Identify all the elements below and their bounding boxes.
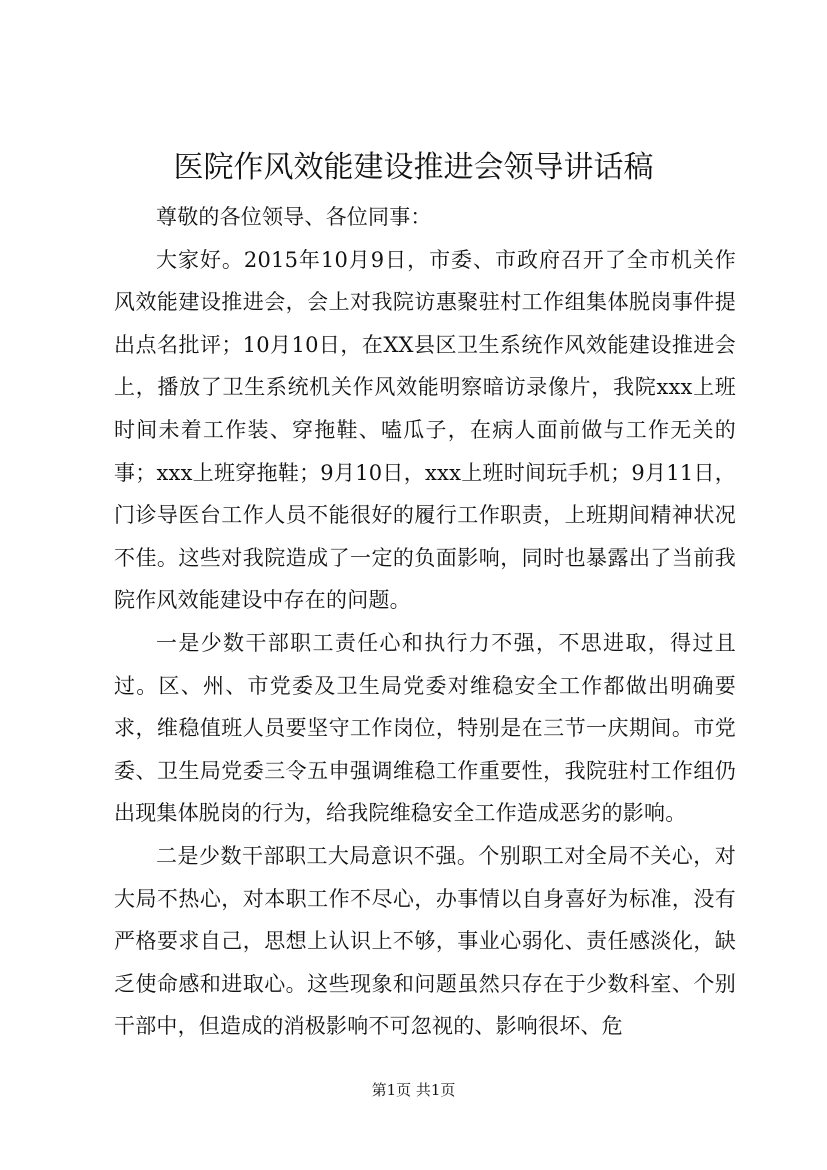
problem-two-paragraph: 二是少数干部职工大局意识不强。个别职工对全局不关心，对大局不热心，对本职工作不尽心，办事情以自身喜好为标准，没有严格要求自己，思想上认识上不够，事业心弱化、责任感淡化，缺乏使命感和进取心。这些现象和问题虽然只存在于少数科室、个别干部中，但造成的消极影响不可忽视的、影响很坏、危 — [114, 843, 736, 1039]
intro-paragraph: 大家好。2015年10月9日，市委、市政府召开了全市机关作风效能建设推进会，会上对我院访惠聚驻村工作组集体脱岗事件提出点名批评；10月10日，在XX县区卫生系统作风效能建设推进会上，播放了卫生系统机关作风效能明察暗访录像片，我院xxx上班时间未着工作装、穿拖鞋、嗑瓜子，在病人面前做与工作无关的事；xxx上班穿拖鞋；9月10日，xxx上班时间玩手机；9月11日，门诊导医台工作人员不能很好的履行工作职责，上班期间精神状况不佳。这些对我院造成了一定的负面影响，同时也暴露出了当前我院作风效能建设中存在的问题。 — [114, 247, 736, 613]
page-footer: 第1页 共1页 — [371, 1081, 456, 1099]
problem-one-paragraph: 一是少数干部职工责任心和执行力不强，不思进取，得过且过。区、州、市党委及卫生局党委对维稳安全工作都做出明确要求，维稳值班人员要坚守工作岗位，特别是在三节一庆期间。市党委、卫生局党委三令五申强调维稳工作重要性，我院驻村工作组仍出现集体脱岗的行为，给我院维稳安全工作造成恶劣的影响。 — [114, 630, 736, 826]
document-title: 医院作风效能建设推进会领导讲话稿 — [173, 150, 654, 185]
salutation-paragraph: 尊敬的各位领导、各位同事： — [156, 205, 432, 229]
document-body — [114, 196, 736, 1048]
